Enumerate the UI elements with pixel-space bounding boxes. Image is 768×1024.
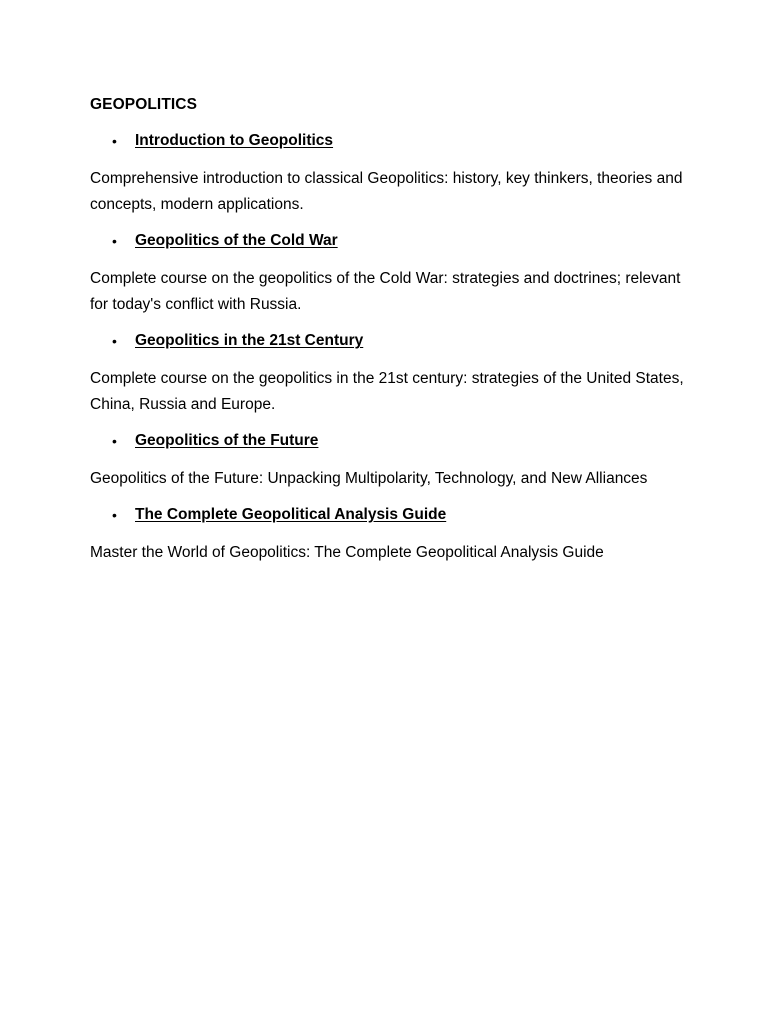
list-item xyxy=(90,330,690,352)
bullet-icon: • xyxy=(112,507,117,523)
course-link-analysis-guide[interactable]: The Complete Geopolitical Analysis Guide xyxy=(135,506,447,523)
list-item xyxy=(90,230,690,252)
document-heading: GEOPOLITICS xyxy=(90,96,198,113)
bullet-icon: • xyxy=(112,133,117,149)
course-description: Complete course on the geopolitics of the Cold War: strategies and doctrines; relevant for today's conflict with Russia. xyxy=(90,270,681,313)
course-description: Comprehensive introduction to classical Geopolitics: history, key thinkers, theories and concepts, modern applications. xyxy=(90,170,683,213)
course-description: Master the World of Geopolitics: The Complete Geopolitical Analysis Guide xyxy=(90,544,604,561)
course-link-introduction[interactable]: Introduction to Geopolitics xyxy=(135,132,334,149)
course-link-cold-war[interactable]: Geopolitics of the Cold War xyxy=(135,232,338,249)
course-description: Geopolitics of the Future: Unpacking Multipolarity, Technology, and New Alliances xyxy=(90,470,648,487)
course-link-future[interactable]: Geopolitics of the Future xyxy=(135,432,319,449)
course-link-21st-century[interactable]: Geopolitics in the 21st Century xyxy=(135,332,364,349)
list-item xyxy=(90,504,690,526)
document-body xyxy=(90,94,690,578)
bullet-icon: • xyxy=(112,333,117,349)
list-item xyxy=(90,130,690,152)
bullet-icon: • xyxy=(112,433,117,449)
list-item xyxy=(90,430,690,452)
bullet-icon: • xyxy=(112,233,117,249)
course-description: Complete course on the geopolitics in the 21st century: strategies of the United States, China, Russia and Europe. xyxy=(90,370,684,413)
